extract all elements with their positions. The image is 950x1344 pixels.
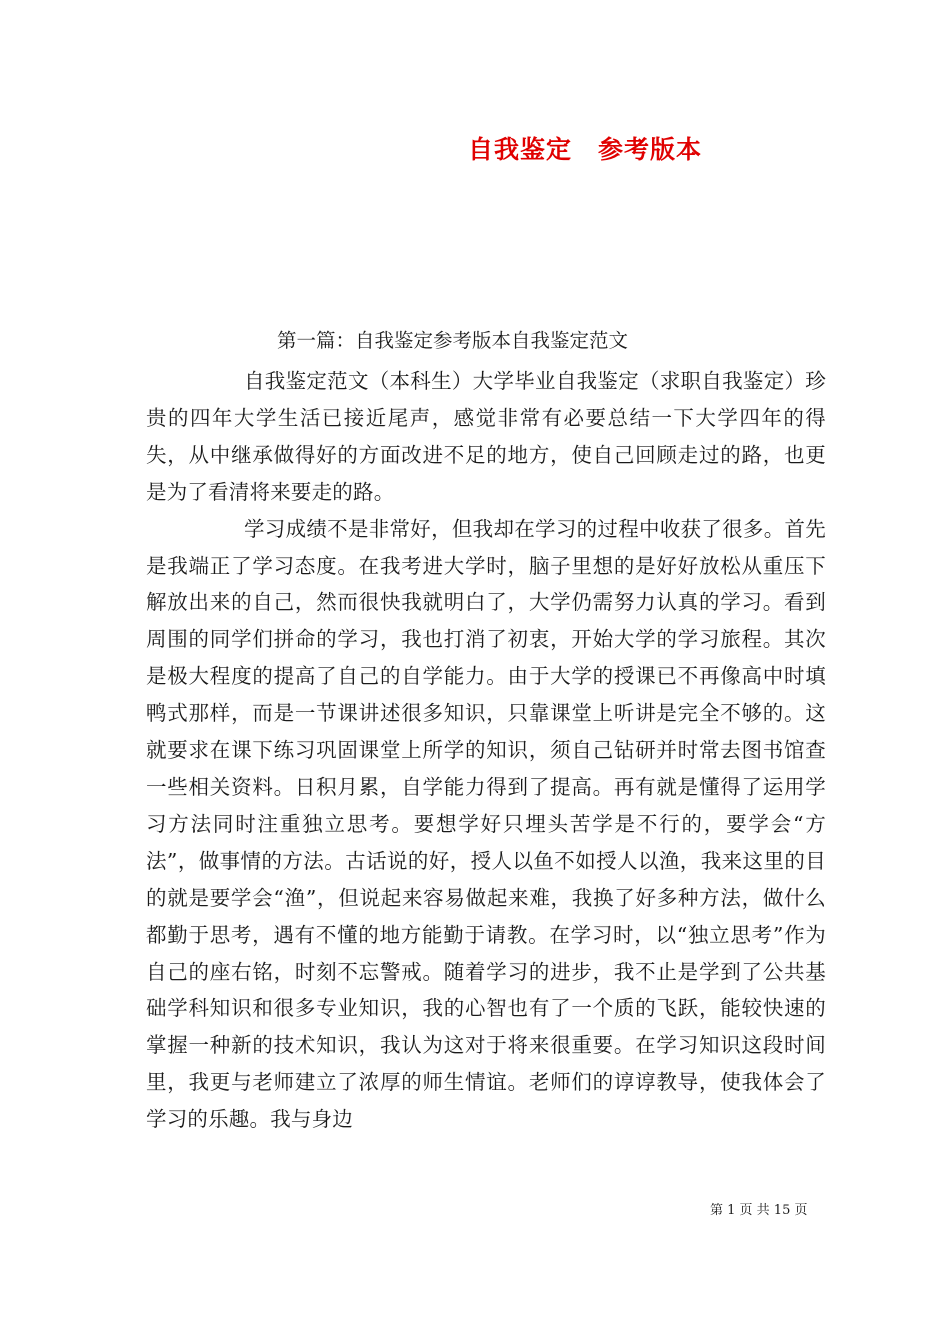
section-heading: 第一篇：自我鉴定参考版本自我鉴定范文	[277, 329, 629, 352]
page-number-footer: 第 1 页 共 15 页	[710, 1203, 808, 1218]
document-title: 自我鉴定 参考版本	[468, 135, 703, 164]
paragraph: 学习成绩不是非常好，但我却在学习的过程中收获了很多。首先是我端正了学习态度。在我考进大学时，脑子里想的是好好放松从重压下解放出来的自己，然而很快我就明白了，大学仍需努力认真的学习。看到周围的同学们拼命的学习，我也打消了初衷，开始大学的学习旅程。其次是极大程度的提高了自己的自学能力。由于大学的授课已不再像高中时填鸭式那样，而是一节课讲述很多知识，只靠课堂上听讲是完全不够的。这就要求在课下练习巩固课堂上所学的知识，须自己钻研并时常去图书馆查一些相关资料。日积月累，自学能力得到了提高。再有就是懂得了运用学习方法同时注重独立思考。要想学好只埋头苦学是不行的，要学会“方法”，做事情的方法。古话说的好，授人以鱼不如授人以渔，我来这里的目的就是要学会“渔”，但说起来容易做起来难，我换了好多种方法，做什么都勤于思考，遇有不懂的地方能勤于请教。在学习时，以“独立思考”作为自己的座右铭，时刻不忘警戒。随着学习的进步，我不止是学到了公共基础学科知识和很多专业知识，我的心智也有了一个质的飞跃，能较快速的掌握一种新的技术知识，我认为这对于将来很重要。在学习知识这段时间里，我更与老师建立了浓厚的师生情谊。老师们的谆谆教导，使我体会了学习的乐趣。我与身边	[146, 516, 826, 1132]
paragraph: 自我鉴定范文（本科生）大学毕业自我鉴定（求职自我鉴定）珍贵的四年大学生活已接近尾声，感觉非常有必要总结一下大学四年的得失，从中继承做得好的方面改进不足的地方，使自己回顾走过的路，也更是为了看清将来要走的路。	[146, 369, 826, 504]
document-body	[146, 363, 826, 1138]
